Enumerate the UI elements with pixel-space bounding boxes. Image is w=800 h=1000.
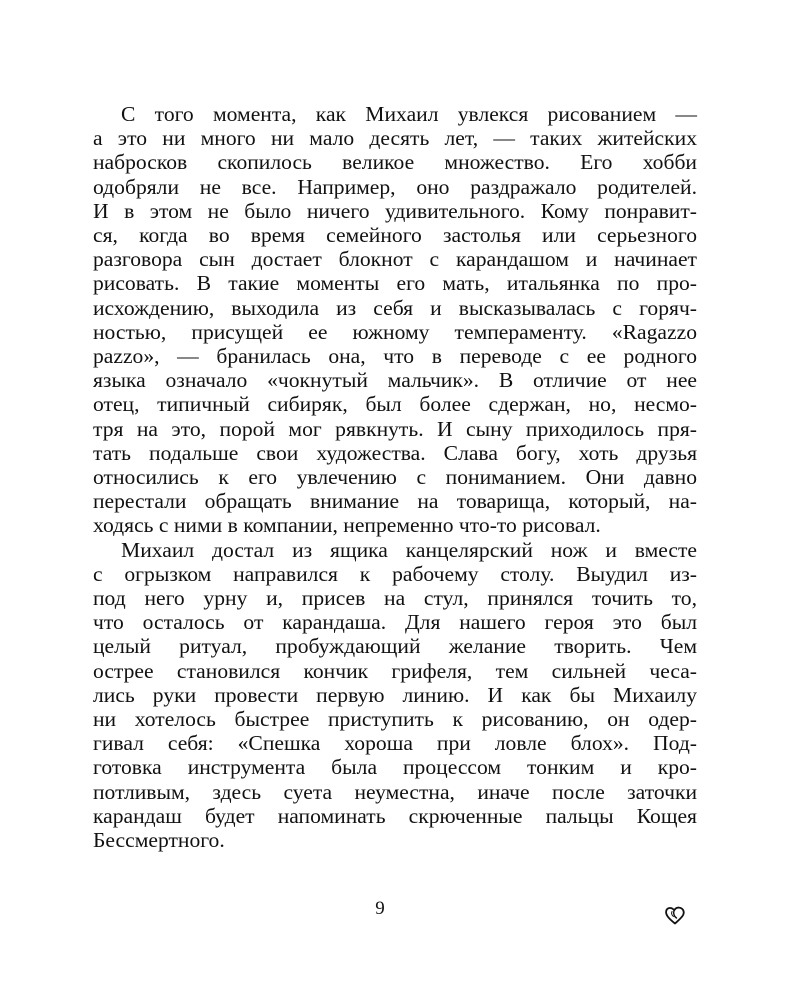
text-line: набросков скопилось великое множество. Его хобби bbox=[93, 150, 697, 175]
heart-icon bbox=[664, 905, 686, 925]
text-line: целый ритуал, пробуждающий желание творить. Чем bbox=[93, 634, 697, 659]
text-line: лись руки провести первую линию. И как бы Михаилу bbox=[93, 682, 697, 707]
text-line: исхождению, выходила из себя и высказывалась с горяч- bbox=[93, 295, 697, 320]
text-line: разговора сын достает блокнот с карандашом и начинает bbox=[93, 247, 697, 272]
page-number: 9 bbox=[375, 898, 385, 919]
text-line: отец, типичный сибиряк, был более сдержан, но, несмо- bbox=[93, 392, 697, 417]
text-line: Бессмертного. bbox=[93, 828, 225, 853]
text-line: потливым, здесь суета неуместна, иначе после заточки bbox=[93, 779, 697, 804]
text-line: ходясь с ними в компании, непременно что-то рисовал. bbox=[93, 513, 601, 538]
text-line: под него урну и, присев на стул, принялся точить то, bbox=[93, 586, 697, 611]
text-line: что осталось от карандаша. Для нашего героя это был bbox=[93, 610, 697, 635]
text-line: И в этом не было ничего удивительного. Кому понравит- bbox=[93, 198, 697, 223]
text-line: pazzo», — бранилась она, что в переводе с ее родного bbox=[93, 344, 697, 369]
text-line: Михаил достал из ящика канцелярский нож и вместе bbox=[121, 537, 697, 562]
text-line: а это ни много ни мало десять лет, — таких житейских bbox=[93, 126, 697, 151]
paragraph-2 bbox=[93, 538, 697, 853]
text-line: готовка инструмента была процессом тонким и кро- bbox=[93, 755, 697, 780]
text-line: острее становился кончик грифеля, тем сильней чеса- bbox=[93, 658, 697, 683]
text-line: ни хотелось быстрее приступить к рисованию, он одер- bbox=[93, 707, 697, 732]
text-line: тря на это, порой мог рявкнуть. И сыну приходилось пря- bbox=[93, 416, 697, 441]
text-line: рисовать. В такие моменты его мать, итальянка по про- bbox=[93, 271, 697, 296]
text-line: гивал себя: «Спешка хороша при ловле блох». Под- bbox=[93, 731, 697, 756]
text-line: перестали обращать внимание на товарища, который, на- bbox=[93, 489, 697, 514]
text-line: карандаш будет напоминать скрюченные пальцы Кощея bbox=[93, 803, 697, 828]
text-line: с огрызком направился к рабочему столу. Выудил из- bbox=[93, 561, 697, 586]
body-text bbox=[93, 102, 697, 852]
text-line: относились к его увлечению с пониманием. Они давно bbox=[93, 465, 697, 490]
text-line: ностью, присущей ее южному темпераменту. «Ragazzo bbox=[93, 319, 697, 344]
text-line: тать подальше свои художества. Слава богу, хоть друзья bbox=[93, 440, 697, 465]
text-line: С того момента, как Михаил увлекся рисованием — bbox=[121, 102, 697, 126]
text-line: одобряли не все. Например, оно раздражало родителей. bbox=[93, 174, 697, 199]
text-line: языка означало «чокнутый мальчик». В отличие от нее bbox=[93, 368, 697, 393]
paragraph-1 bbox=[93, 102, 697, 538]
text-line: ся, когда во время семейного застолья или серьезного bbox=[93, 223, 697, 248]
